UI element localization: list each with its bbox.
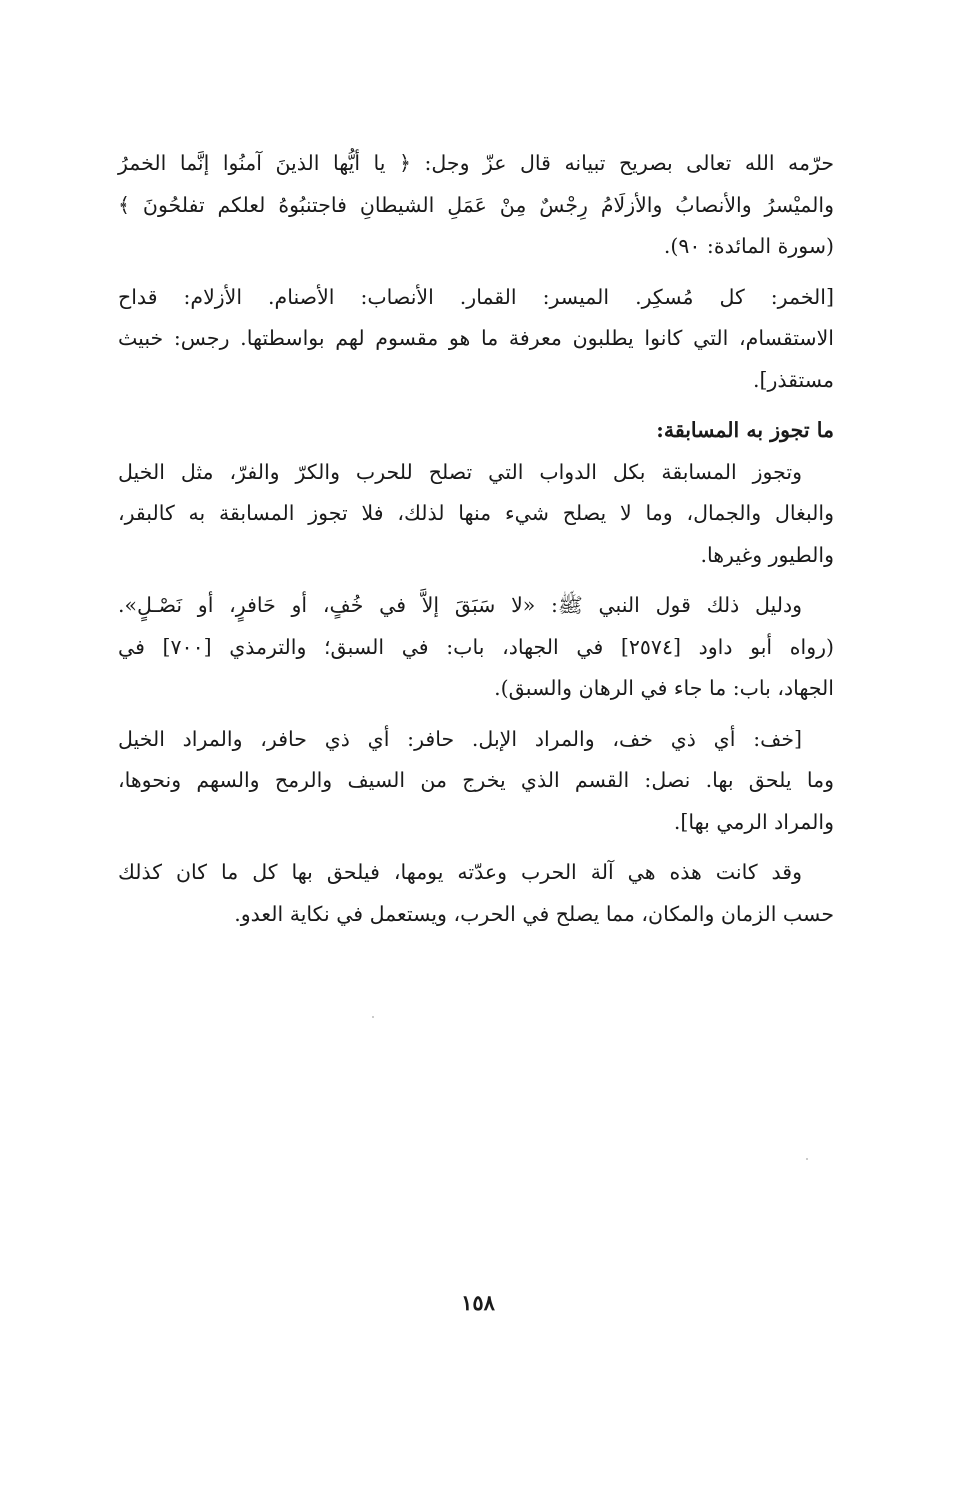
text-line: وقد كانت هذه هي آلة الحرب وعدّته يومها، فيلحق بها كل ما كان كذلك — [118, 860, 802, 884]
text-line: (رواه أبو داود [٢٥٧٤] في الجهاد، باب: في السبق؛ والترمذي [٧٠٠] في — [118, 634, 835, 659]
text-line: [خف: أي ذي خف، والمراد الإبل. حافر: أي ذي حافر، والمراد الخيل — [118, 726, 802, 751]
gloss-paragraph — [118, 277, 834, 402]
text-line: حسب الزمان والمكان، مما يصلح في الحرب، ويستعمل في نكاية العدو. — [234, 901, 834, 926]
text-line: وتجوز المسابقة بكل الدواب التي تصلح للحرب والكرّ والفرّ، مثل الخيل — [118, 459, 802, 484]
text-line: الاستقسام، التي كانوا يطلبون معرفة ما هو مقسوم لهم بواسطتها. رجس: خبيث — [118, 326, 834, 350]
text-line: الجهاد، باب: ما جاء في الرهان والسبق). — [494, 676, 834, 700]
text-line: والبغال والجمال، وما لا يصلح شيء منها لذلك، فلا تجوز المسابقة به كالبقر، — [118, 501, 834, 525]
text-line: والطيور وغيرها. — [700, 542, 834, 567]
text-line: (سورة المائدة: ٩٠). — [663, 234, 834, 258]
hadith-paragraph — [118, 585, 834, 710]
text-line: وما يلحق بها. نصل: القسم الذي يخرج من السيف والرمح والسهم ونحوها، — [118, 768, 834, 792]
body-paragraph — [118, 852, 834, 935]
body-paragraph — [118, 452, 834, 577]
text-line: والميْسرُ والأنصابُ والأزلَامُ رِجْسٌ مِنْ عَمَلِ الشيطانِ فاجتنبُوهُ لعلكم تفلحُونَ ﴾ — [118, 192, 834, 217]
text-line: مستقذر]. — [753, 367, 834, 392]
scan-speck — [372, 1016, 374, 1018]
page-number: ١٥٨ — [461, 1290, 495, 1315]
text-line: [الخمر: كل مُسكِر. الميسر: القمار. الأنصاب: الأصنام. الأزلام: قداح — [118, 284, 834, 309]
scan-speck — [806, 1158, 808, 1160]
page-body — [118, 143, 834, 944]
section-heading: ما تجوز به المسابقة: — [656, 418, 834, 442]
gloss-paragraph — [118, 719, 834, 844]
text-line: والمراد الرمي بها]. — [673, 809, 834, 834]
text-line: ودليل ذلك قول النبي ﷺ: «لا سَبَقَ إلاَّ في خُفٍ، أو حَافرٍ، أو نَصْـلٍ». — [118, 593, 802, 617]
verse-paragraph — [118, 143, 834, 268]
text-line: حرّمه الله تعالى بصريح تبيانه قال عزّ وجل: ﴿ يا أيُّها الذينَ آمنُوا إنَّما الخمرُ — [118, 151, 834, 175]
